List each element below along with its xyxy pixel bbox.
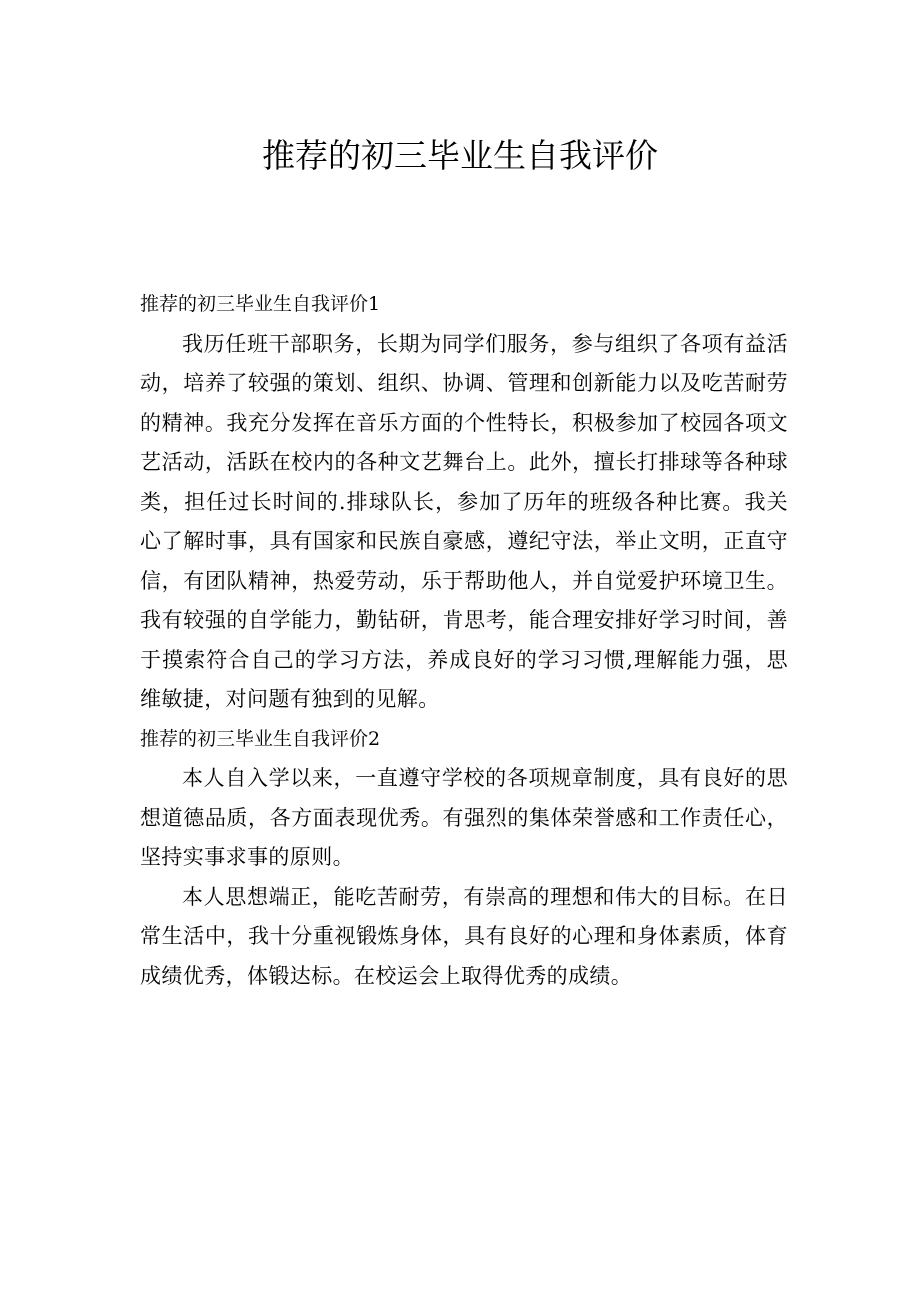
section-heading-1: 推荐的初三毕业生自我评价1	[140, 293, 381, 315]
section-2-paragraph-1: 本人自入学以来，一直遵守学校的各项规章制度，具有良好的思想道德品质，各方面表现优秀。有强烈的集体荣誉感和工作责任心，坚持实事求事的原则。	[140, 766, 788, 869]
document-title: 推荐的初三毕业生自我评价	[262, 136, 658, 175]
section-heading-2: 推荐的初三毕业生自我评价2	[140, 727, 381, 750]
section-2-paragraph-2: 本人思想端正，能吃苦耐劳，有崇高的理想和伟大的目标。在日常生活中，我十分重视锻炼身体，具有良好的心理和身体素质，体育成绩优秀，体锻达标。在校运会上取得优秀的成绩。	[140, 884, 788, 988]
document-body	[140, 285, 788, 996]
section-1-paragraph-1: 我历任班干部职务，长期为同学们服务，参与组织了各项有益活动，培养了较强的策划、组织、协调、管理和创新能力以及吃苦耐劳的精神。我充分发挥在音乐方面的个性特长，积极参加了校园各项文艺活动，活跃在校内的各种文艺舞台上。此外，擅长打排球等各种球类，担任过长时间的.排球队长，参加了历年的班级各种比赛。我关心了解时事，具有国家和民族自豪感，遵纪守法，举止文明，正直守信，有团队精神，热爱劳动，乐于帮助他人，并自觉爱护环境卫生。我有较强的自学能力，勤钻研，肯思考，能合理安排好学习时间，善于摸索符合自己的学习方法，养成良好的学习习惯,理解能力强，思维敏捷，对问题有独到的见解。	[140, 331, 788, 711]
